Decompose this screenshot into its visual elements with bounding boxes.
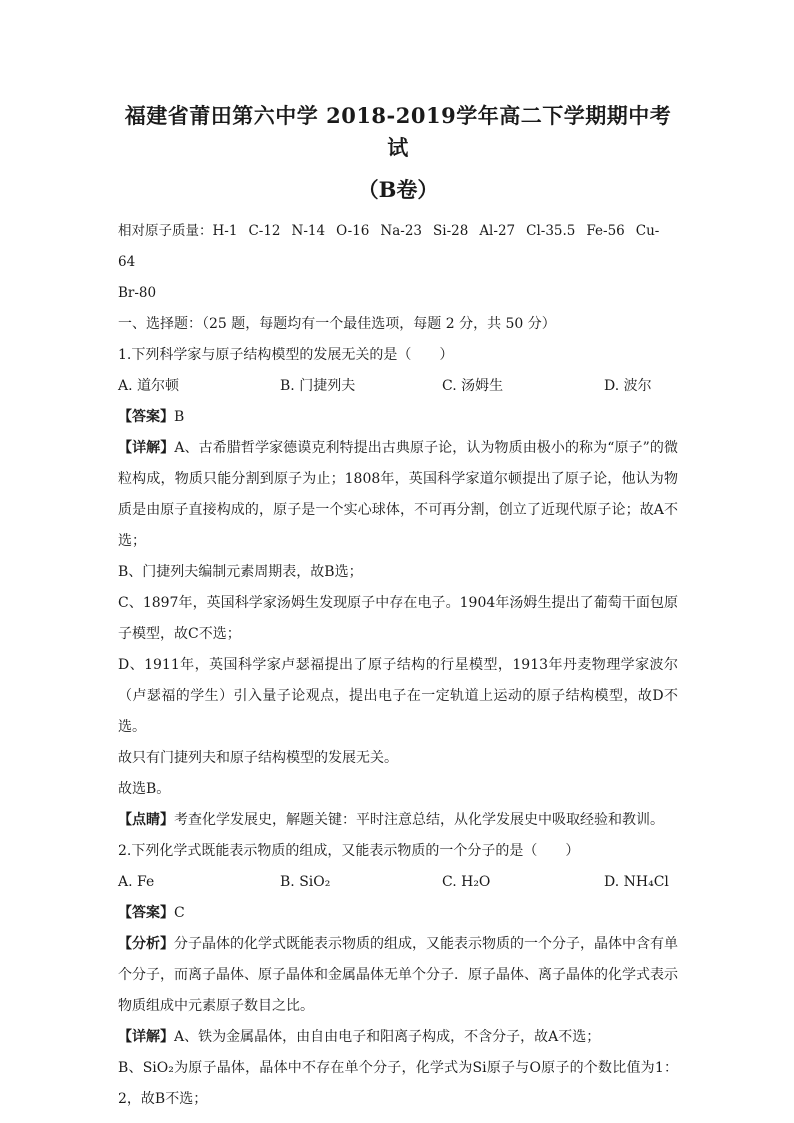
q2-explain-b: B、SiO₂为原子晶体，晶体中不存在单个分子，化学式为Si原子与O原子的个数比值为1：2，故B不选； [118, 1060, 678, 1107]
q2-option-c: C. H₂O [442, 874, 491, 890]
q2-answer-tag: 【答案】 [118, 905, 174, 921]
q1-options [118, 371, 678, 402]
q1-option-c: C. 汤姆生 [442, 378, 504, 394]
q1-answer [118, 402, 678, 433]
q2-option-d: D. NH₄Cl [604, 874, 669, 890]
atomic-mass-item: O-16 [336, 223, 370, 239]
q2-analysis-text: 分子晶体的化学式既能表示物质的组成，又能表示物质的一个分子，晶体中含有单个分子，而离子晶体、原子晶体和金属晶体无单个分子．原子晶体、离子晶体的化学式表示物质组成中元素原子数目之比。 [118, 936, 678, 1014]
section-heading: 一、选择题：（25 题，每题均有一个最佳选项，每题 2 分，共 50 分） [118, 316, 556, 332]
atomic-masses [118, 216, 678, 309]
atomic-mass-item: Na-23 [380, 223, 422, 239]
q1-option-b: B. 门捷列夫 [280, 378, 356, 394]
q2-answer [118, 898, 678, 929]
q1-explain-a [118, 433, 678, 557]
page-title: 福建省莆田第六中学 2018-2019学年高二下学期期中考试 [124, 103, 672, 160]
atomic-mass-item: Cl-35.5 [526, 223, 576, 239]
q1-answer-value: B [174, 409, 185, 425]
atomic-mass-item: Al-27 [479, 223, 516, 239]
q2-analysis [118, 929, 678, 1022]
q1-conclusion: 故选B。 [118, 781, 171, 797]
q1-explain-tag: 【详解】 [118, 440, 175, 456]
q2-option-a: A. Fe [118, 874, 155, 890]
q2-answer-value: C [174, 905, 185, 921]
document-page [118, 100, 678, 1115]
atomic-mass-item: N-14 [291, 223, 326, 239]
atomic-mass-item: Cu-64 [118, 223, 660, 270]
atomic-mass-item: Br-80 [118, 285, 157, 301]
atomic-mass-item: Fe-56 [586, 223, 625, 239]
q2-explain-a [118, 1022, 678, 1053]
q2-analysis-tag: 【分析】 [118, 936, 174, 952]
q1-explain-a-text: A、古希腊哲学家德谟克利特提出古典原子论，认为物质由极小的称为“原子”的微粒构成，物质只能分割到原子为止；1808年，英国科学家道尔顿提出了原子论，他认为物质是由原子直接构成的，原子是一个实心球体，不可再分割，创立了近现代原子论；故A不选； [118, 440, 678, 549]
q1-comment-tag: 【点睛】 [118, 812, 174, 828]
atomic-mass-item: C-12 [248, 223, 281, 239]
atomic-mass-item: H-1 [212, 223, 238, 239]
q2-explain-a-text: A、铁为金属晶体，由自由电子和阳离子构成，不含分子，故A不选； [174, 1029, 601, 1045]
q2-option-b: B. SiO₂ [280, 874, 331, 890]
page-subtitle: （B卷） [357, 177, 439, 202]
q2-stem: 2.下列化学式既能表示物质的组成，又能表示物质的一个分子的是（ ） [118, 843, 580, 859]
q2-options [118, 867, 678, 898]
q1-comment [118, 805, 678, 836]
atomic-masses-label: 相对原子质量： [118, 223, 213, 239]
q1-comment-text: 考查化学发展史，解题关键：平时注意总结，从化学发展史中吸取经验和教训。 [174, 812, 664, 828]
q1-explain-d: D、1911年，英国科学家卢瑟福提出了原子结构的行星模型，1913年丹麦物理学家波尔（卢瑟福的学生）引入量子论观点，提出电子在一定轨道上运动的原子结构模型，故D不选。 [118, 657, 678, 735]
q2-explain-tag: 【详解】 [118, 1029, 174, 1045]
q1-explain-c: C、1897年，英国科学家汤姆生发现原子中存在电子。1904年汤姆生提出了葡萄干面包原子模型，故C不选； [118, 595, 678, 642]
q1-answer-tag: 【答案】 [118, 409, 174, 425]
q1-stem: 1.下列科学家与原子结构模型的发展无关的是（ ） [118, 347, 454, 363]
q1-explain-b: B、门捷列夫编制元素周期表，故B选； [118, 564, 363, 580]
q1-option-a: A. 道尔顿 [118, 378, 180, 394]
atomic-mass-item: Si-28 [433, 223, 469, 239]
q1-summary: 故只有门捷列夫和原子结构模型的发展无关。 [118, 750, 398, 766]
q1-option-d: D. 波尔 [604, 378, 652, 394]
